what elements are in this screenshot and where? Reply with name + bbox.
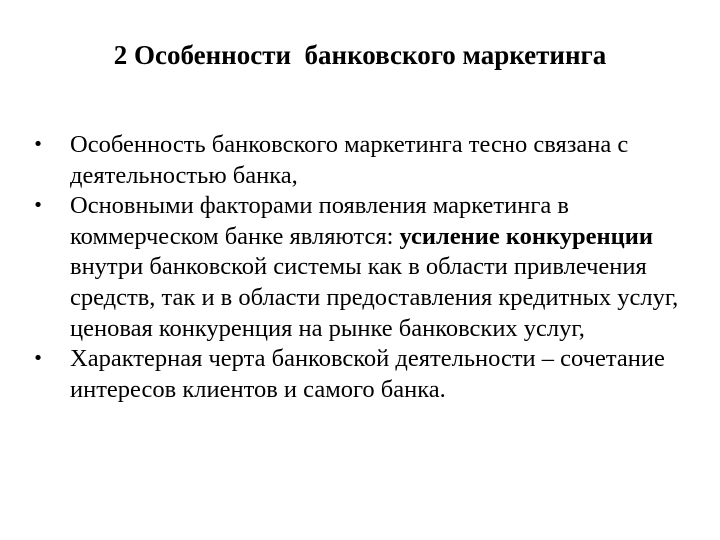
bullet-marker-icon: • xyxy=(32,348,44,370)
slide-title: 2 Особенности банковского маркетинга xyxy=(113,40,607,70)
bullet-item xyxy=(30,130,700,191)
bullet-bold-text: усиление конкуренции xyxy=(399,222,654,250)
bullet-text: Характерная черта банковской деятельности – сочетание интересов клиентов и самого банка. xyxy=(70,345,665,403)
bullet-marker-icon: • xyxy=(32,134,44,155)
bullet-text: Особенность банковского маркетинга тесно связана с деятельностью банка, xyxy=(70,131,629,189)
bullet-marker-icon: • xyxy=(32,195,44,217)
bullet-item xyxy=(30,344,700,405)
bullet-list xyxy=(30,130,700,405)
bullet-text: внутри банковской системы как в области привлечения средств, так и в области предоставления кредитных услуг, ценовая конкуренция на рынке банковских услуг, xyxy=(70,253,679,342)
bullet-item xyxy=(30,191,700,344)
bullet-text: Основными факторами появления маркетинга в коммерческом банке являются: xyxy=(70,192,569,250)
